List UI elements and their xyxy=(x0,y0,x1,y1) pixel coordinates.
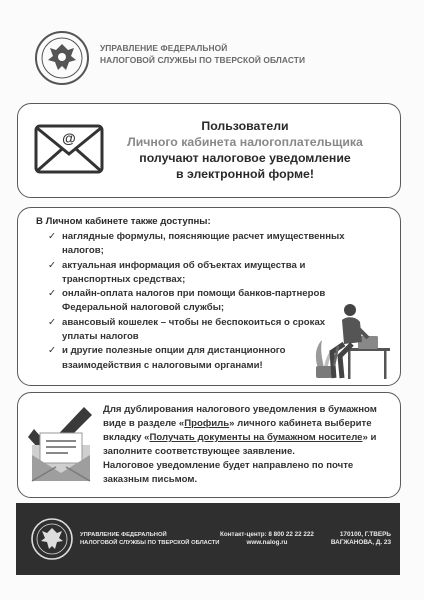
feature-text: наглядные формулы, поясняющие расчет имущественных налогов; xyxy=(62,231,345,257)
header-org-name xyxy=(100,42,305,66)
notice-line3: получают налоговое уведомление xyxy=(139,151,351,165)
address-line2: ВАГЖАНОВА, Д. 23 xyxy=(330,539,391,546)
email-envelope-icon xyxy=(34,118,104,178)
checkmark-icon: ✓ xyxy=(48,316,57,328)
electronic-notice-box xyxy=(17,103,401,198)
checkmark-icon: ✓ xyxy=(48,345,57,357)
svg-text:@: @ xyxy=(62,130,76,146)
feature-item xyxy=(48,230,348,259)
header xyxy=(34,30,394,86)
paper-instructions xyxy=(103,403,393,459)
electronic-notice-text xyxy=(110,118,380,182)
person-with-laptop-icon xyxy=(308,296,394,380)
paper-notice-box xyxy=(17,392,401,498)
paper-delivery-note: Налоговое уведомление будет направлено по почте заказным письмом. xyxy=(103,460,354,485)
checkmark-icon: ✓ xyxy=(48,288,57,300)
paper-documents-link[interactable]: Получать документы на бумажном носителе xyxy=(149,432,363,443)
feature-item xyxy=(48,344,348,373)
header-org-line1: УПРАВЛЕНИЕ ФЕДЕРАЛЬНОЙ xyxy=(100,43,228,53)
footer-contact xyxy=(212,531,322,547)
feature-text: авансовый кошелек – чтобы не беспокоиться о сроках уплаты налогов xyxy=(62,316,326,343)
paper-text-part1: Для дублирования налогового уведомления в бумажном виде в разделе « xyxy=(103,404,377,429)
checkmark-icon: ✓ xyxy=(48,259,57,271)
address-line1: 170100, Г.ТВЕРЬ xyxy=(339,531,391,538)
footer-org-name xyxy=(80,531,219,547)
footer-address xyxy=(321,531,391,547)
features-title: В Личном кабинете также доступны: xyxy=(36,216,211,227)
tax-service-emblem-icon xyxy=(30,517,74,561)
footer xyxy=(16,503,400,575)
features-list xyxy=(48,230,348,373)
notice-line4: в электронной форме! xyxy=(176,167,314,181)
notice-line1: Пользователи xyxy=(201,119,289,133)
profile-link[interactable]: Профиль xyxy=(184,418,230,429)
feature-text: онлайн-оплата налогов при помощи банков-партнеров Федеральной налоговой службы; xyxy=(62,288,326,314)
website-link[interactable]: www.nalog.ru xyxy=(246,539,288,546)
contact-center-phone[interactable]: Контакт-центр: 8 800 22 22 222 xyxy=(220,531,314,538)
feature-text: и другие полезные опции для дистанционного взаимодействия с налоговыми органами! xyxy=(62,345,286,371)
paper-text-part2: » личного кабинета выберите вкладку « xyxy=(103,418,372,443)
tax-service-emblem-icon xyxy=(34,30,90,86)
paper-notice-text xyxy=(103,403,393,487)
features-box xyxy=(17,207,401,386)
checkmark-envelope-icon xyxy=(26,399,98,485)
footer-org-line1: УПРАВЛЕНИЕ ФЕДЕРАЛЬНОЙ xyxy=(80,532,167,538)
footer-org-line2: НАЛОГОВОЙ СЛУЖБЫ ПО ТВЕРСКОЙ ОБЛАСТИ xyxy=(80,540,220,546)
feature-item xyxy=(48,287,348,316)
feature-item xyxy=(48,316,348,345)
notice-line2: Личного кабинета налогоплательщика xyxy=(127,135,363,149)
feature-item xyxy=(48,259,348,288)
checkmark-icon: ✓ xyxy=(48,231,57,242)
header-org-line2: НАЛОГОВОЙ СЛУЖБЫ ПО ТВЕРСКОЙ ОБЛАСТИ xyxy=(100,55,306,65)
feature-text: актуальная информация об объектах имущества и транспортных средствах; xyxy=(62,259,306,285)
paper-text-part3: » и заполните соответствующее заявление. xyxy=(103,432,377,457)
